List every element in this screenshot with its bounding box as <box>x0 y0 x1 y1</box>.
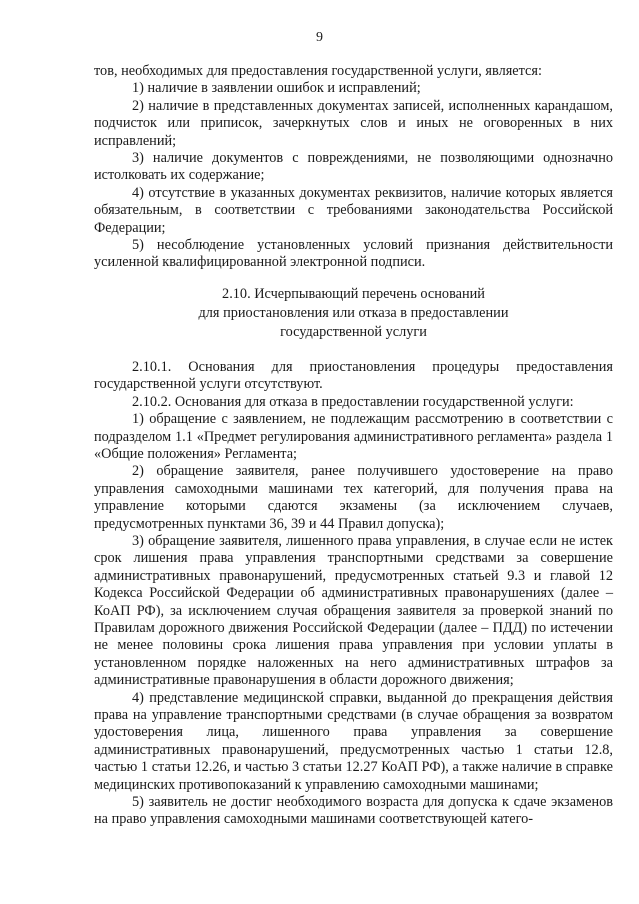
intro-paragraph: тов, необходимых для предоставления государственной услуги, является: <box>94 63 542 79</box>
section-heading-line: государственной услуги <box>280 323 427 340</box>
document-body <box>94 63 613 829</box>
list-item: 3) наличие документов с повреждениями, не позволяющими однозначно истолковать их содержание; <box>94 150 613 184</box>
page-number: 9 <box>316 30 323 45</box>
subsection-paragraph: 2.10.1. Основания для приостановления процедуры предоставления государственной услуги отсутствуют. <box>94 358 613 393</box>
subsection-paragraph: 2.10.2. Основания для отказа в предоставлении государственной услуги: <box>132 393 574 410</box>
list-item: 1) обращение с заявлением, не подлежащим рассмотрению в соответствии с подразделом 1.1 «Предмет регулирования административного регламента» раздела 1 «Общие положения» Регламента; <box>94 411 613 462</box>
list-item: 2) обращение заявителя, ранее получившего удостоверение на право управления самоходными машинами тех категорий, для получения права на управление которыми сдаются экзамены (за исключением случаев, предусмотренных пунктами 36, 39 и 44 Правил допуска); <box>94 463 613 532</box>
list-item: 4) представление медицинской справки, выданной до прекращения действия права на управление транспортными средствами (в случае обращения за возвратом удостоверения лица, лишенного права управления за совершение административных правонарушений, предусмотренных частью 1 статьи 12.8, частью 1 статьи 12.26, и частью 3 статьи 12.27 КоАП РФ), а также наличие в справке медицинских противопоказаний к управлению самоходными машинами; <box>94 689 613 793</box>
section-heading-line: 2.10. Исчерпывающий перечень оснований <box>222 285 485 302</box>
list-item: 1) наличие в заявлении ошибок и исправлений; <box>132 80 421 97</box>
list-item: 5) несоблюдение установленных условий признания действительности усиленной квалифицированной электронной подписи. <box>94 237 613 271</box>
section-heading-line: для приостановления или отказа в предоставлении <box>198 304 509 321</box>
list-item: 4) отсутствие в указанных документах реквизитов, наличие которых является обязательным, в соответствии с требованиями законодательства Российской Федерации; <box>94 184 613 236</box>
list-item: 3) обращение заявителя, лишенного права управления, в случае если не истек срок лишения права управления транспортными средствами за совершение административных правонарушений, предусмотренных статьей 9.3 и главой 12 Кодекса Российской Федерации об административных правонарушениях (далее – КоАП РФ), за исключением случая обращения заявителя за проверкой знаний по Правилам дорожного движения Российской Федерации (далее – ПДД) по истечении не менее половины срока лишения права управления при условии уплаты в установленном порядке наложенных на него административных штрафов за административные правонарушения в области дорожного движения; <box>94 532 613 689</box>
list-item: 2) наличие в представленных документах записей, исполненных карандашом, подчисток или приписок, зачеркнутых слов и иных не оговоренных в них исправлений; <box>94 97 613 149</box>
list-item: 5) заявитель не достиг необходимого возраста для допуска к сдаче экзаменов на право управления самоходными машинами соответствующей катего- <box>94 794 613 828</box>
